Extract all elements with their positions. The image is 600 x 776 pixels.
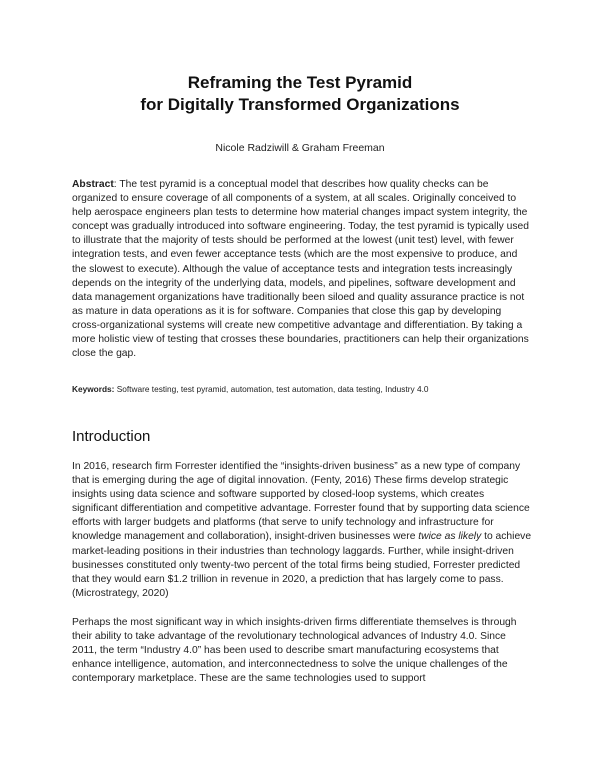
- section-heading-introduction: Introduction: [72, 428, 151, 445]
- keywords-body: Software testing, test pyramid, automation, test automation, data testing, Industry 4.0: [114, 384, 429, 394]
- keywords-label: Keywords:: [72, 384, 115, 394]
- keywords-line: [72, 384, 532, 395]
- para1-emphasis: twice as likely: [418, 531, 482, 543]
- paper-title-line-2: for Digitally Transformed Organizations: [140, 95, 460, 114]
- abstract-label: Abstract: [72, 179, 114, 190]
- abstract-body: : The test pyramid is a conceptual model that describes how quality checks can be organized to ensure coverage of all components of a system, at all scales. Originally conceived to help aerospace engineers plan tests to determine how material changes impact system integrity, the concept was gradually introduced into software engineering. Today, the test pyramid is typically used to illustrate that the majority of tests should be performed at the lowest (unit test) level, with fewer integration tests, and even fewer acceptance tests (which are the most expensive to produce, and the slowest to execute). Although the value of acceptance tests and integration tests increasingly depends on the integrity of the underlying data, models, and pipelines, software development and data management organizations have traditionally been siloed and quality assurance practice is not as mature in data operations as it is for software. Companies that close this gap by developing cross-organizational systems will create new competitive advantage and differentiation. By taking a more holistic view of testing that crosses these boundaries, practitioners can help their organizations close the gap.: [72, 179, 529, 360]
- introduction-paragraph-2: Perhaps the most significant way in which insights-driven firms differentiate themselves is through their ability to take advantage of the revolutionary technological advances of Industry 4.0. Since 2011, the term “Industry 4.0” has been used to describe smart manufacturing ecosystems that enhance intelligence, automation, and interconnectedness to solve the unique challenges of the contemporary marketplace. These are the same technologies used to support: [72, 617, 517, 685]
- para1-text-start: In 2016, research firm Forrester identified the “insights-driven business” as a new type of company that is emerging during the age of digital innovation. (Fenty, 2016) These firms develop strategic insights using data science and software supported by closed-loop systems, which creates significant differentiation and competitive advantage. Forrester found that by supporting data science efforts with larger budgets and platforms (that serve to unify technology and infrastructure for knowledge management and collaboration), insight-driven businesses were: [72, 461, 530, 543]
- para1-text-end: to achieve market-leading positions in their industries than technology laggards. Further, while insight-driven businesses constituted only twenty-two percent of the total firms being studied, Forrester predicted that they would earn $1.2 trillion in revenue in 2020, a prediction that has largely come to pass. (Microstrategy, 2020): [72, 531, 532, 599]
- abstract-paragraph: [72, 178, 532, 361]
- paper-title-line-1: Reframing the Test Pyramid: [187, 73, 413, 92]
- paper-authors: Nicole Radziwill & Graham Freeman: [215, 142, 385, 154]
- introduction-paragraph-1: [72, 460, 532, 601]
